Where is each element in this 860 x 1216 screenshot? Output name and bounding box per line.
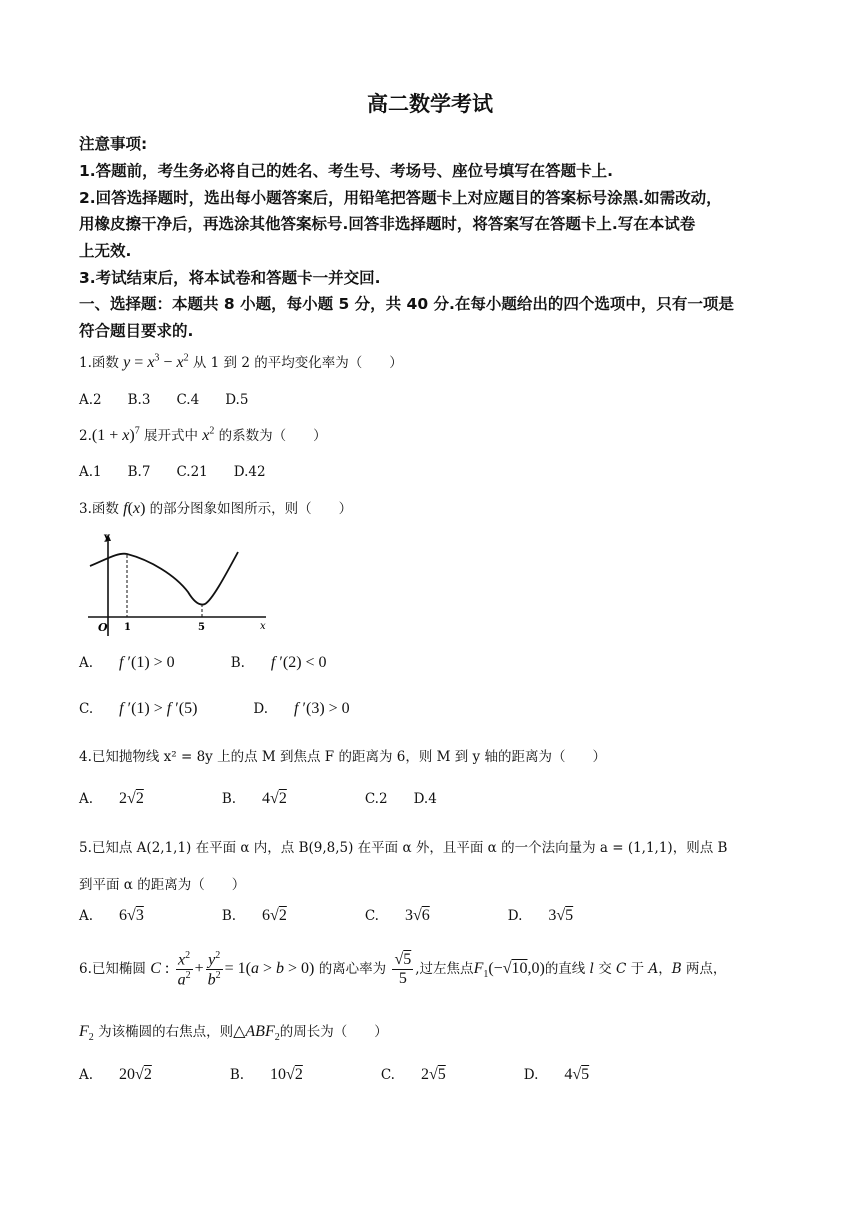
- function-graph: [80, 530, 270, 642]
- notice-item-2: 2.回答选择题时，选出每小题答案后，用铅笔把答题卡上对应题目的答案标号涂黑.如需改动，: [79, 189, 722, 207]
- notice-item-3: 3.考试结束后，将本试卷和答题卡一并交回.: [79, 269, 381, 287]
- question-3-options-cd: C. f ′(1) > f ′(5) D. f ′(3) > 0: [79, 700, 350, 717]
- tick-label-5: 5: [198, 622, 205, 633]
- question-4: 4.已知抛物线 x² = 8y 上的点 M 到焦点 F 的距离为 6，则 M 到 y 轴的距离为（ ）: [79, 749, 606, 765]
- section-heading: 一、选择题：本题共 8 小题，每小题 5 分，共 40 分.在每小题给出的四个选项中，只有一项是: [79, 295, 734, 313]
- notice-item-1: 1.答题前，考生务必将自己的姓名、考生号、考场号、座位号填写在答题卡上.: [79, 162, 614, 180]
- question-3: 3.函数 f(x) 的部分图象如图所示，则（ ）: [79, 500, 353, 517]
- question-5-options: A. 6√3 B. 6√2 C. 3√6 D. 3√5: [79, 907, 574, 924]
- notice-item-2-end: 上无效.: [79, 242, 132, 260]
- question-6: 6.已知椭圆 C : $\frac{x^2}{a^2}$ + $\frac{y^2}{b^2}$ = 1(a > b > 0) 的离心率为 $\frac{√5}{5}$ ,过左焦点$F_1(-√10,0)$的直线 l 交 C 于 A，B 两点，: [79, 950, 727, 989]
- section-heading-cont: 符合题目要求的.: [79, 322, 194, 340]
- origin-label: O: [98, 621, 108, 634]
- tick-label-1: 1: [124, 622, 131, 633]
- page-title: 高二数学考试: [367, 92, 493, 116]
- question-2: $2.(1 + x)^7$ 展开式中 $x^2$ 的系数为（ ）: [79, 425, 327, 444]
- question-6-cont: $F_2$ 为该椭圆的右焦点，则$\triangle ABF_2$的周长为（ ）: [79, 1023, 388, 1044]
- question-1: 1.函数 $y = x^3 - x^2$ 从 1 到 2 的平均变化率为（ ）: [79, 352, 403, 371]
- question-3-options-ab: A. f ′(1) > 0 B. f ′(2) < 0: [79, 654, 327, 671]
- question-5-cont: 到平面 α 的距离为（ ）: [79, 877, 246, 893]
- question-5: 5.已知点 A(2,1,1) 在平面 α 内，点 B(9,8,5) 在平面 α 外，且平面 α 的一个法向量为 a = (1,1,1)，则点 B: [79, 840, 728, 856]
- question-1-options: A.2 B.3 C.4 D.5: [79, 392, 249, 408]
- curve: [90, 552, 238, 605]
- x-axis-label: x: [260, 621, 266, 632]
- question-6-options: A. 20√2 B. 10√2 C. 2√5 D. 4√5: [79, 1066, 590, 1083]
- notice-item-2-cont: 用橡皮擦干净后，再选涂其他答案标号.回答非选择题时，将答案写在答题卡上.写在本试卷: [79, 215, 696, 233]
- notice-heading: 注意事项:: [79, 135, 148, 153]
- question-2-options: A.1 B.7 C.21 D.42: [79, 464, 266, 480]
- question-4-options: A. 2√2 B. 4√2 C.2 D.4: [79, 790, 437, 807]
- y-axis-label: y: [104, 532, 110, 543]
